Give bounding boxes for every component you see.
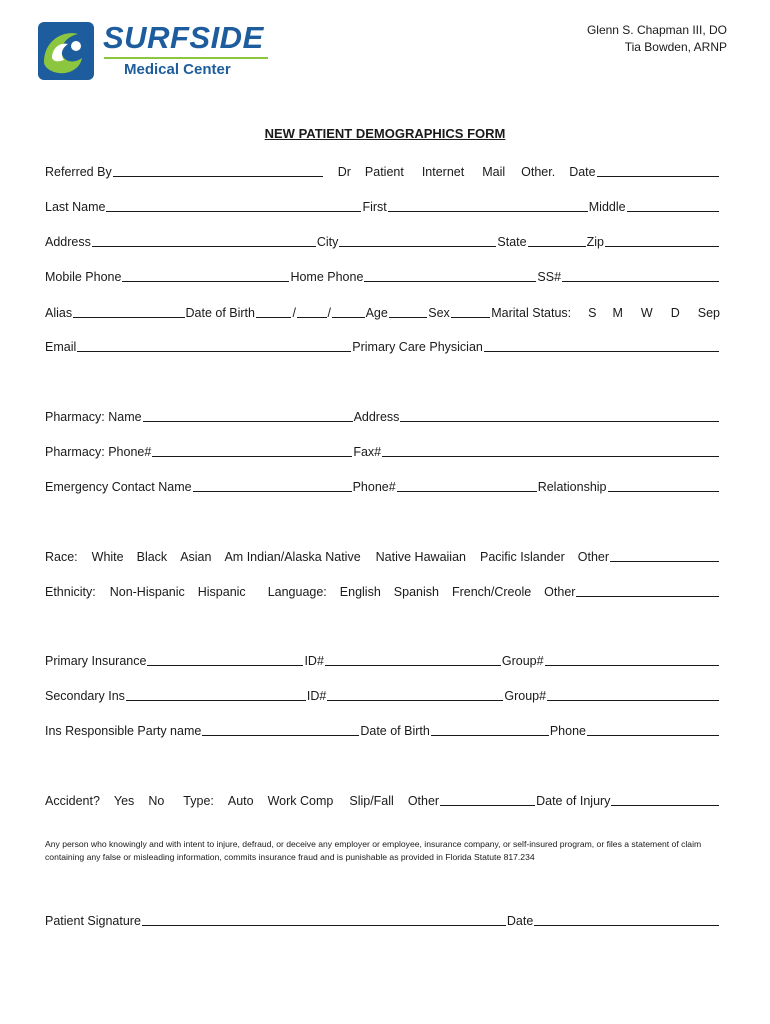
primary-insurance-row — [45, 650, 720, 668]
home-phone-field[interactable] — [364, 280, 536, 282]
address-row — [45, 231, 720, 249]
label: Phone — [549, 724, 586, 738]
label: Home Phone — [290, 270, 364, 284]
signature-date-field[interactable] — [534, 924, 719, 926]
primary-insurance-field[interactable] — [147, 664, 303, 666]
responsible-party-dob-field[interactable] — [431, 734, 549, 736]
type-other-field[interactable] — [440, 804, 535, 806]
label: Fax# — [353, 445, 382, 459]
name-row — [45, 196, 720, 214]
emergency-phone-field[interactable] — [397, 490, 537, 492]
alias-field[interactable] — [73, 316, 184, 318]
label: Age — [365, 306, 388, 320]
language-other-field[interactable] — [576, 595, 719, 597]
option[interactable]: Patient — [364, 165, 404, 179]
pharmacy-name-field[interactable] — [143, 420, 353, 422]
race-option[interactable]: Asian — [180, 550, 212, 564]
pcp-field[interactable] — [484, 350, 719, 352]
label: Email — [45, 340, 77, 354]
state-field[interactable] — [528, 245, 586, 247]
label: Date — [569, 165, 596, 179]
ethnicity-option[interactable]: Hispanic — [197, 585, 246, 599]
accident-row — [45, 790, 720, 808]
secondary-id-field[interactable] — [327, 699, 503, 701]
label: Pharmacy: Name — [45, 410, 142, 424]
signature-field[interactable] — [142, 924, 506, 926]
referred-by-row — [45, 161, 720, 179]
accident-yes-option[interactable]: Yes — [113, 794, 135, 808]
mobile-phone-field[interactable] — [122, 280, 289, 282]
emergency-row — [45, 476, 720, 494]
relationship-field[interactable] — [608, 490, 720, 492]
label: Pharmacy: Phone# — [45, 445, 152, 459]
pharmacy-phone-row — [45, 441, 720, 459]
label: Patient Signature — [45, 914, 141, 928]
email-field[interactable] — [77, 350, 351, 352]
label: State — [497, 235, 527, 249]
pharmacy-address-field[interactable] — [400, 420, 719, 422]
option[interactable]: Mail — [482, 165, 506, 179]
phone-row — [45, 266, 720, 284]
label: Emergency Contact Name — [45, 480, 192, 494]
language-option[interactable]: Spanish — [393, 585, 439, 599]
fax-field[interactable] — [382, 455, 719, 457]
label: Other — [544, 585, 576, 599]
label: Ins Responsible Party name — [45, 724, 202, 738]
label: Other — [407, 794, 440, 808]
label: Sex — [428, 306, 450, 320]
label: Date of Birth — [185, 306, 255, 320]
type-option[interactable]: Work Comp — [267, 794, 334, 808]
type-option[interactable]: Auto — [227, 794, 254, 808]
label: Last Name — [45, 200, 106, 214]
logo-divider — [104, 57, 268, 59]
pharmacy-name-row — [45, 406, 720, 424]
accident-no-option[interactable]: No — [148, 794, 165, 808]
marital-option[interactable]: S — [588, 306, 597, 320]
label: Alias — [45, 306, 73, 320]
label: Secondary Ins — [45, 689, 125, 703]
label: Race: — [45, 550, 78, 564]
language-option[interactable]: English — [339, 585, 381, 599]
label: Relationship — [537, 480, 607, 494]
address-field[interactable] — [92, 245, 316, 247]
ethnicity-row — [45, 581, 720, 599]
middle-name-field[interactable] — [627, 210, 719, 212]
provider-names — [587, 22, 727, 56]
marital-option[interactable]: M — [612, 306, 623, 320]
label: Language: — [267, 585, 327, 599]
age-field[interactable] — [389, 316, 427, 318]
label: Address — [353, 410, 400, 424]
sex-field[interactable] — [451, 316, 490, 318]
dob-year-field[interactable] — [332, 316, 365, 318]
responsible-party-row — [45, 720, 720, 738]
label: Middle — [588, 200, 626, 214]
responsible-party-field[interactable] — [202, 734, 359, 736]
secondary-group-field[interactable] — [547, 699, 719, 701]
label: ID# — [306, 689, 327, 703]
race-option[interactable]: Am Indian/Alaska Native — [224, 550, 361, 564]
secondary-insurance-field[interactable] — [126, 699, 306, 701]
race-row — [45, 546, 720, 564]
date-of-injury-field[interactable] — [611, 804, 719, 806]
label: Group# — [501, 654, 544, 668]
race-option[interactable]: Black — [136, 550, 168, 564]
primary-id-field[interactable] — [325, 664, 501, 666]
label: Date of Injury — [536, 794, 611, 808]
label: Phone# — [352, 480, 396, 494]
city-field[interactable] — [339, 245, 496, 247]
zip-field[interactable] — [605, 245, 719, 247]
race-other-field[interactable] — [610, 560, 719, 562]
dob-day-field[interactable] — [297, 316, 327, 318]
first-name-field[interactable] — [388, 210, 588, 212]
label: Zip — [586, 235, 604, 249]
label: SS# — [537, 270, 562, 284]
provider-name: Glenn S. Chapman III, DO — [586, 23, 727, 37]
option[interactable]: Internet — [421, 165, 465, 179]
label: Primary Insurance — [45, 654, 147, 668]
label: Marital Status: — [491, 306, 572, 320]
alias-row — [45, 302, 720, 320]
race-option[interactable]: Native Hawaiian — [375, 550, 466, 564]
emergency-name-field[interactable] — [193, 490, 352, 492]
label: Address — [45, 235, 91, 249]
surfside-logo-icon — [38, 22, 94, 80]
fraud-disclaimer: Any person who knowingly and with intent to injure, defraud, or deceive any employer or employee, insurance company, or self-insured program, or files a statement of claim containing any false or misleading information, commits insurance fraud and is punishable as provided in Florida Statute 817.234 — [45, 839, 702, 862]
label: Referred By — [45, 165, 112, 179]
marital-option[interactable]: W — [640, 306, 653, 320]
label: Date of Birth — [360, 724, 430, 738]
label: City — [316, 235, 339, 249]
race-option[interactable]: White — [91, 550, 124, 564]
label: Date — [506, 914, 534, 928]
primary-group-field[interactable] — [545, 664, 719, 666]
marital-option[interactable]: Sep — [697, 306, 720, 320]
responsible-party-phone-field[interactable] — [587, 734, 719, 736]
signature-row — [45, 910, 720, 928]
label: Type: — [183, 794, 214, 808]
ethnicity-option[interactable]: Non-Hispanic — [109, 585, 185, 599]
referred-by-field[interactable] — [113, 175, 323, 177]
provider-name: Tia Bowden, ARNP — [624, 40, 727, 54]
logo-wordmark: SURFSIDE — [103, 20, 264, 55]
option[interactable]: Dr — [337, 165, 351, 179]
pharmacy-phone-field[interactable] — [152, 455, 352, 457]
form-title: NEW PATIENT DEMOGRAPHICS FORM — [264, 126, 506, 141]
ssn-field[interactable] — [562, 280, 719, 282]
label: Mobile Phone — [45, 270, 122, 284]
logo-subtitle: Medical Center — [124, 61, 231, 78]
label: ID# — [304, 654, 324, 668]
label: First — [362, 200, 387, 214]
label: Accident? — [45, 794, 100, 808]
date-field[interactable] — [597, 175, 719, 177]
last-name-field[interactable] — [106, 210, 361, 212]
slash: / — [292, 306, 296, 320]
label: Group# — [504, 689, 547, 703]
language-option[interactable]: French/Creole — [451, 585, 532, 599]
label: Other — [577, 550, 610, 564]
dob-month-field[interactable] — [256, 316, 292, 318]
slash: / — [327, 306, 332, 320]
marital-option[interactable]: D — [670, 306, 680, 320]
type-option[interactable]: Slip/Fall — [349, 794, 394, 808]
secondary-insurance-row — [45, 685, 720, 703]
label: Primary Care Physician — [352, 340, 483, 354]
email-row — [45, 336, 720, 354]
label: Ethnicity: — [45, 585, 96, 599]
option[interactable]: Other. — [521, 165, 556, 179]
race-option[interactable]: Pacific Islander — [479, 550, 565, 564]
